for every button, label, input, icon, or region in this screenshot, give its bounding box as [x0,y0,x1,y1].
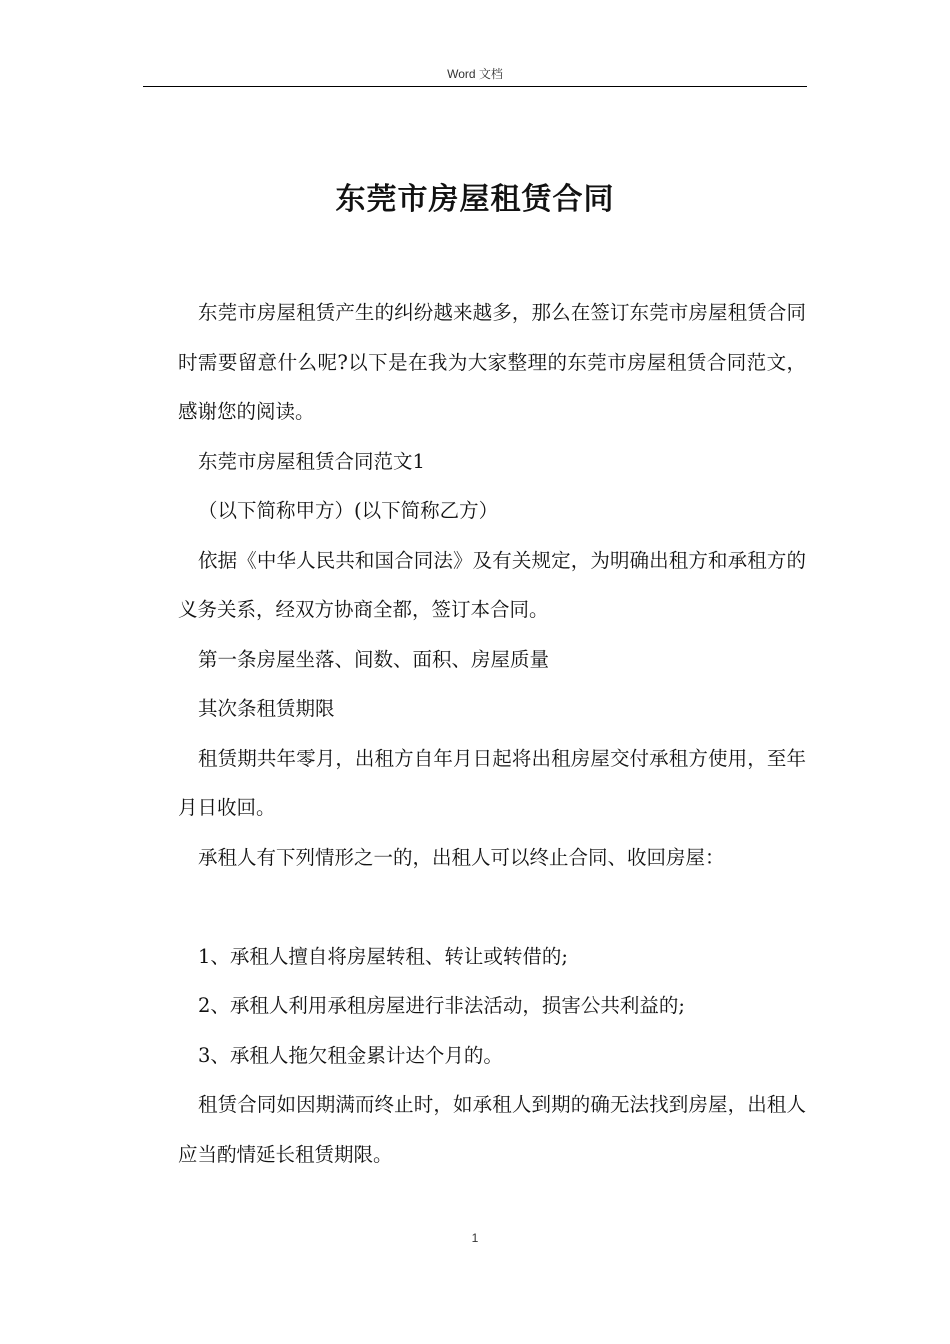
page-number: 1 [471,1231,479,1245]
paragraph-sample-heading: 东莞市房屋租赁合同范文1 [198,449,425,473]
paragraph-basis: 依据《中华人民共和国合同法》及有关规定，为明确出租方和承租方的义务关系，经双方协商全都，签订本合同。 [178,548,806,621]
paragraph-lease-term: 租赁期共年零月，出租方自年月日起将出租房屋交付承租方使用，至年月日收回。 [178,746,806,819]
document-title: 东莞市房屋租赁合同 [335,182,615,218]
paragraph-intro: 东莞市房屋租赁产生的纠纷越来越多，那么在签订东莞市房屋租赁合同时需要留意什么呢?以下是在我为大家整理的东莞市房屋租赁合同范文，感谢您的阅读。 [178,301,806,423]
list-item-2: 2、承租人利用承租房屋进行非法活动，损害公共利益的; [198,994,685,1017]
page-header: Word 文档 [447,67,503,81]
list-item-3: 3、承租人拖欠租金累计达个月的。 [198,1043,503,1067]
header-divider [143,86,807,87]
blank-line [178,882,806,932]
paragraph-extension: 租赁合同如因期满而终止时，如承租人到期的确无法找到房屋，出租人应当酌情延长租赁期限。 [178,1093,806,1166]
paragraph-parties: （以下简称甲方）(以下简称乙方） [198,499,499,522]
list-item-1: 1、承租人擅自将房屋转租、转让或转借的; [198,944,568,968]
paragraph-article-2: 其次条租赁期限 [198,697,335,720]
paragraph-article-1: 第一条房屋坐落、间数、面积、房屋质量 [198,647,550,671]
paragraph-termination-conditions: 承租人有下列情形之一的，出租人可以终止合同、收回房屋： [198,845,725,869]
document-body [178,288,806,1179]
